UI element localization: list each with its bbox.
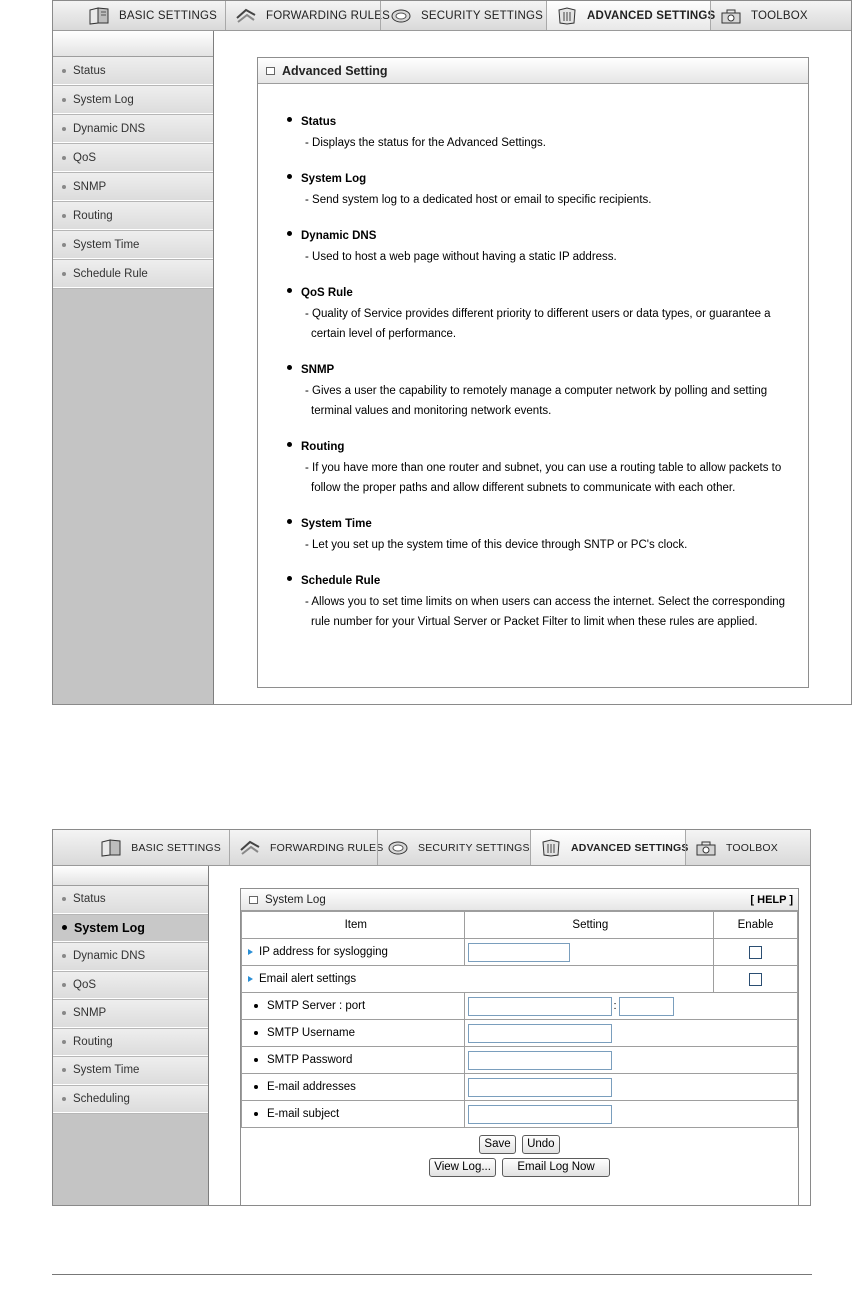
sidebar-item-qos[interactable] xyxy=(53,144,213,172)
bullet-icon xyxy=(254,1031,258,1035)
topic-description: - Let you set up the system time of this device through SNTP or PC's clock. xyxy=(287,535,797,555)
tab-label: BASIC SETTINGS xyxy=(118,9,217,22)
topic-description: - Displays the status for the Advanced Settings. xyxy=(287,133,797,153)
sidebar-header xyxy=(53,866,208,886)
sidebar-item-status[interactable] xyxy=(53,886,208,914)
page-divider xyxy=(52,1274,812,1275)
sidebar-item-scheduling[interactable] xyxy=(53,1086,208,1114)
setting-cell xyxy=(464,993,797,1020)
topic-description: - Used to host a web page without having a static IP address. xyxy=(287,247,797,267)
smtp-password-input[interactable] xyxy=(468,1051,612,1070)
table-row xyxy=(242,993,798,1020)
topic-system-log xyxy=(287,169,797,210)
sidebar-item-dynamic-dns[interactable] xyxy=(53,943,208,971)
sidebar-item-label: QoS xyxy=(73,151,97,164)
topic-description: - Quality of Service provides different priority to different users or data types, or guarantee a certain level of performance. xyxy=(287,304,797,344)
network-icon xyxy=(539,838,563,858)
topic-title-text: SNMP xyxy=(301,364,335,376)
smtp-port-input[interactable] xyxy=(619,997,674,1016)
bullet-icon xyxy=(62,272,66,276)
bullet-icon xyxy=(254,1058,258,1062)
tab-toolbox[interactable] xyxy=(710,1,815,30)
sidebar-item-system-time[interactable] xyxy=(53,1057,208,1085)
sidebar-item-dynamic-dns[interactable] xyxy=(53,115,213,143)
tab-forwarding-rules[interactable] xyxy=(229,830,384,865)
sidebar-item-routing[interactable] xyxy=(53,202,213,230)
shield-icon xyxy=(389,6,413,26)
sidebar-item-label: System Time xyxy=(73,1064,140,1077)
topic-heading xyxy=(287,514,797,534)
topic-title-text: System Time xyxy=(301,518,372,530)
syslog-ip-input[interactable] xyxy=(468,943,570,962)
bullet-icon xyxy=(62,1011,66,1015)
sidebar-item-status[interactable] xyxy=(53,57,213,85)
row-label-cell xyxy=(242,939,465,966)
bullet-icon xyxy=(287,576,292,581)
sidebar-item-label: Status xyxy=(73,893,106,906)
row-label-cell xyxy=(242,1101,465,1128)
collapse-box-icon xyxy=(266,67,275,75)
topic-snmp xyxy=(287,360,797,421)
topic-title-text: QoS Rule xyxy=(301,287,353,299)
column-header-enable: Enable xyxy=(714,912,798,939)
topic-description: - If you have more than one router and subnet, you can use a routing table to allow packets to follow the proper paths and allow different subnets to communicate with each other. xyxy=(287,458,797,498)
topic-description: - Allows you to set time limits on when users can access the internet. Select the corresponding rule number for your Virtual Server or Packet Filter to limit when these rules are applied. xyxy=(287,592,797,632)
save-button[interactable]: Save xyxy=(479,1135,515,1154)
tab-forwarding-rules[interactable] xyxy=(225,1,390,30)
setting-cell xyxy=(464,1047,797,1074)
setting-cell xyxy=(464,939,714,966)
bullet-icon xyxy=(287,442,292,447)
collapse-box-icon xyxy=(249,896,258,904)
setting-cell xyxy=(464,1020,797,1047)
enable-cell xyxy=(714,966,798,993)
table-row xyxy=(242,1020,798,1047)
sidebar-item-label: Dynamic DNS xyxy=(73,950,146,963)
sidebar-menu xyxy=(53,31,214,704)
sidebar-item-label: Schedule Rule xyxy=(73,267,148,280)
topic-qos-rule xyxy=(287,283,797,344)
tab-label: TOOLBOX xyxy=(751,9,808,22)
tab-security-settings[interactable] xyxy=(380,1,546,30)
topic-schedule-rule xyxy=(287,571,797,632)
sidebar-item-schedule-rule[interactable] xyxy=(53,260,213,288)
tab-label: SECURITY SETTINGS xyxy=(421,9,544,22)
sidebar-item-snmp[interactable] xyxy=(53,1000,208,1028)
topic-list xyxy=(287,112,797,648)
email-addresses-input[interactable] xyxy=(468,1078,612,1097)
bullet-icon xyxy=(62,69,66,73)
help-link[interactable]: [ HELP ] xyxy=(750,893,793,906)
topic-heading xyxy=(287,169,797,189)
tab-advanced-settings[interactable] xyxy=(546,1,716,30)
topic-title-text: Schedule Rule xyxy=(301,575,381,587)
setting-cell xyxy=(464,1101,797,1128)
bullet-icon xyxy=(287,117,292,122)
topic-system-time xyxy=(287,514,797,555)
bullet-icon xyxy=(62,897,66,901)
sidebar-item-label: SNMP xyxy=(73,180,107,193)
tab-label: SECURITY SETTINGS xyxy=(418,841,530,854)
bullet-icon xyxy=(62,156,66,160)
row-label: IP address for syslogging xyxy=(259,946,388,958)
tab-security-settings[interactable] xyxy=(377,830,530,865)
bullet-icon xyxy=(62,925,67,930)
topic-heading xyxy=(287,360,797,380)
topic-description: - Gives a user the capability to remotely manage a computer network by polling and setting terminal values and monitoring network events. xyxy=(287,381,797,421)
row-label: Email alert settings xyxy=(259,973,357,985)
bullet-icon xyxy=(287,365,292,370)
advanced-settings-frame xyxy=(52,0,852,705)
tab-label: FORWARDING RULES xyxy=(270,841,384,854)
tab-label: ADVANCED SETTINGS xyxy=(571,841,689,854)
bullet-icon xyxy=(62,243,66,247)
topic-heading xyxy=(287,283,797,303)
topic-status xyxy=(287,112,797,153)
tab-label: ADVANCED SETTINGS xyxy=(587,9,716,22)
bullet-icon xyxy=(287,231,292,236)
sidebar-item-label: Routing xyxy=(73,1035,113,1048)
tab-basic-settings[interactable] xyxy=(53,830,229,865)
email-alert-enable-checkbox[interactable] xyxy=(749,973,762,986)
bullet-icon xyxy=(62,214,66,218)
table-row xyxy=(242,939,798,966)
top-navigation xyxy=(53,1,851,31)
notebook-icon xyxy=(99,838,123,858)
sidebar-item-system-time[interactable] xyxy=(53,231,213,259)
arrows-icon xyxy=(238,838,262,858)
sidebar-item-label: Dynamic DNS xyxy=(73,122,146,135)
sidebar-item-label: System Time xyxy=(73,238,140,251)
system-log-panel xyxy=(240,888,799,1206)
toolbox-icon xyxy=(694,838,718,858)
bullet-icon xyxy=(62,1097,66,1101)
bullet-icon xyxy=(62,983,66,987)
notebook-icon xyxy=(87,6,111,26)
sidebar-item-label: System Log xyxy=(73,93,134,106)
sidebar-header xyxy=(53,31,213,57)
sidebar-item-qos[interactable] xyxy=(53,972,208,1000)
sidebar-item-label: Scheduling xyxy=(73,1092,130,1105)
bullet-icon xyxy=(254,1004,258,1008)
arrows-icon xyxy=(234,6,258,26)
topic-routing xyxy=(287,437,797,498)
tab-label: TOOLBOX xyxy=(726,841,778,854)
topic-title-text: Routing xyxy=(301,441,345,453)
row-label: SMTP Server : port xyxy=(267,1000,366,1012)
panel-header xyxy=(241,889,798,911)
table-header-row xyxy=(242,912,798,939)
sidebar-item-system-log[interactable] xyxy=(53,915,208,943)
topic-heading xyxy=(287,226,797,246)
sidebar-item-system-log[interactable] xyxy=(53,86,213,114)
email-subject-input[interactable] xyxy=(468,1105,612,1124)
sidebar-menu xyxy=(53,866,209,1205)
tab-label: BASIC SETTINGS xyxy=(131,841,221,854)
system-log-frame xyxy=(52,829,811,1206)
advanced-setting-panel xyxy=(257,57,809,688)
topic-heading xyxy=(287,112,797,132)
bullet-icon xyxy=(62,954,66,958)
panel-title: Advanced Setting xyxy=(282,63,388,78)
table-row xyxy=(242,1047,798,1074)
column-header-item: Item xyxy=(242,912,465,939)
setting-cell xyxy=(464,1074,797,1101)
topic-title-text: System Log xyxy=(301,173,367,185)
sidebar-item-label: QoS xyxy=(73,978,97,991)
sidebar-item-label: Routing xyxy=(73,209,113,222)
button-line xyxy=(241,1134,798,1157)
enable-cell xyxy=(714,939,798,966)
syslog-enable-checkbox[interactable] xyxy=(749,946,762,959)
email-log-now-button[interactable]: Email Log Now xyxy=(502,1158,609,1177)
system-log-table xyxy=(241,911,798,1128)
bullet-icon xyxy=(287,288,292,293)
sidebar-item-label: SNMP xyxy=(73,1007,107,1020)
row-label: SMTP Password xyxy=(267,1054,353,1066)
table-row xyxy=(242,966,798,993)
bullet-icon xyxy=(62,127,66,131)
bullet-icon xyxy=(62,1068,66,1072)
row-label-cell xyxy=(242,1074,465,1101)
sidebar-item-snmp[interactable] xyxy=(53,173,213,201)
panel-title-group xyxy=(249,894,326,906)
network-icon xyxy=(555,6,579,26)
arrow-right-icon xyxy=(248,949,253,955)
sidebar-item-routing[interactable] xyxy=(53,1029,208,1057)
table-row xyxy=(242,1101,798,1128)
sidebar-item-label: Status xyxy=(73,64,106,77)
bullet-icon xyxy=(254,1085,258,1089)
topic-heading xyxy=(287,437,797,457)
row-label-cell xyxy=(242,1020,465,1047)
smtp-username-input[interactable] xyxy=(468,1024,612,1043)
row-label: E-mail addresses xyxy=(267,1081,356,1093)
topic-description: - Send system log to a dedicated host or email to specific recipients. xyxy=(287,190,797,210)
port-separator: : xyxy=(613,1000,617,1012)
row-label-cell xyxy=(242,966,714,993)
topic-heading xyxy=(287,571,797,591)
column-header-setting: Setting xyxy=(464,912,714,939)
tab-label: FORWARDING RULES xyxy=(266,9,390,22)
arrow-right-icon xyxy=(248,976,253,982)
bullet-icon xyxy=(62,185,66,189)
button-line xyxy=(241,1157,798,1180)
panel-header xyxy=(258,58,808,84)
row-label-cell xyxy=(242,993,465,1020)
button-row xyxy=(241,1128,798,1180)
top-navigation xyxy=(53,830,810,866)
bullet-icon xyxy=(62,1040,66,1044)
panel-title: System Log xyxy=(265,893,326,906)
topic-dynamic-dns xyxy=(287,226,797,267)
row-label: SMTP Username xyxy=(267,1027,355,1039)
undo-button[interactable]: Undo xyxy=(522,1135,560,1154)
bullet-icon xyxy=(287,174,292,179)
view-log-button[interactable]: View Log... xyxy=(429,1158,496,1177)
tab-basic-settings[interactable] xyxy=(53,1,225,30)
smtp-server-input[interactable] xyxy=(468,997,612,1016)
tab-toolbox[interactable] xyxy=(685,830,783,865)
shield-icon xyxy=(386,838,410,858)
table-row xyxy=(242,1074,798,1101)
tab-advanced-settings[interactable] xyxy=(530,830,689,865)
bullet-icon xyxy=(287,519,292,524)
toolbox-icon xyxy=(719,6,743,26)
row-label: E-mail subject xyxy=(267,1108,340,1120)
topic-title-text: Dynamic DNS xyxy=(301,230,377,242)
bullet-icon xyxy=(62,98,66,102)
topic-title-text: Status xyxy=(301,116,337,128)
sidebar-item-label: System Log xyxy=(74,920,145,935)
row-label-cell xyxy=(242,1047,465,1074)
bullet-icon xyxy=(254,1112,258,1116)
